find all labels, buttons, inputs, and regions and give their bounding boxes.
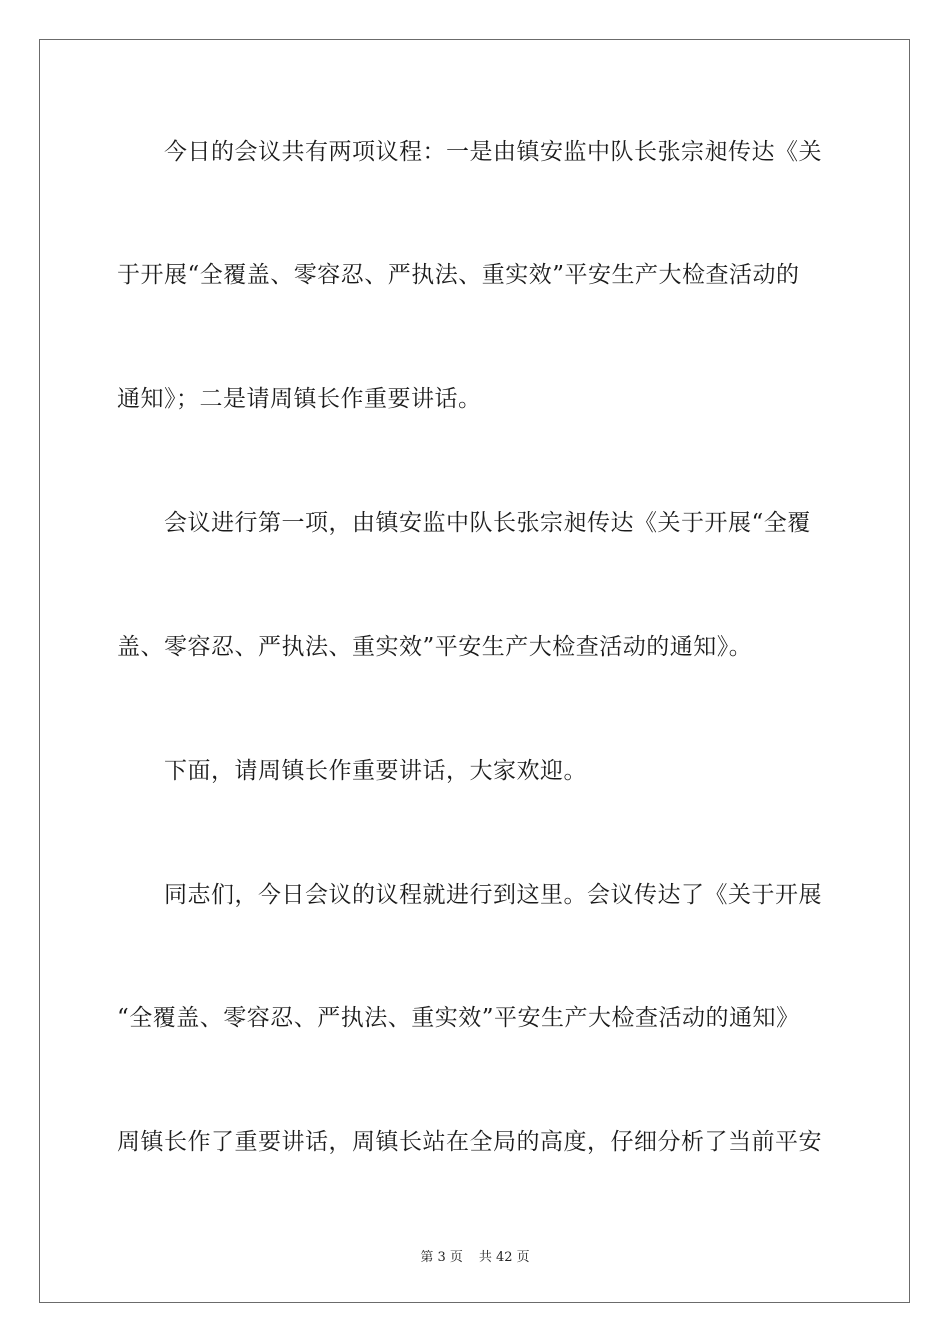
- text-line: 会议进行第一项，由镇安监中队长张宗昶传达《关于开展“全覆: [164, 510, 811, 536]
- page-frame: [39, 39, 910, 1303]
- page-footer: [0, 1249, 950, 1267]
- text-line: “全覆盖、零容忍、严执法、重实效”平安生产大检查活动的通知》: [117, 1005, 800, 1031]
- page-total: 共 42 页: [478, 1250, 530, 1265]
- text-line: 于开展“全覆盖、零容忍、严执法、重实效”平安生产大检查活动的: [117, 262, 800, 288]
- text-line: 盖、零容忍、严执法、重实效”平安生产大检查活动的通知》。: [117, 634, 753, 660]
- text-line: 下面，请周镇长作重要讲话，大家欢迎。: [164, 758, 587, 784]
- text-line: 周镇长作了重要讲话，周镇长站在全局的高度，仔细分析了当前平安: [117, 1129, 822, 1155]
- text-line: 同志们，今日会议的议程就进行到这里。会议传达了《关于开展: [164, 882, 822, 908]
- text-line: 通知》；二是请周镇长作重要讲话。: [117, 386, 482, 412]
- text-line: 今日的会议共有两项议程：一是由镇安监中队长张宗昶传达《关: [164, 139, 822, 165]
- page-number: 第 3 页: [420, 1250, 463, 1265]
